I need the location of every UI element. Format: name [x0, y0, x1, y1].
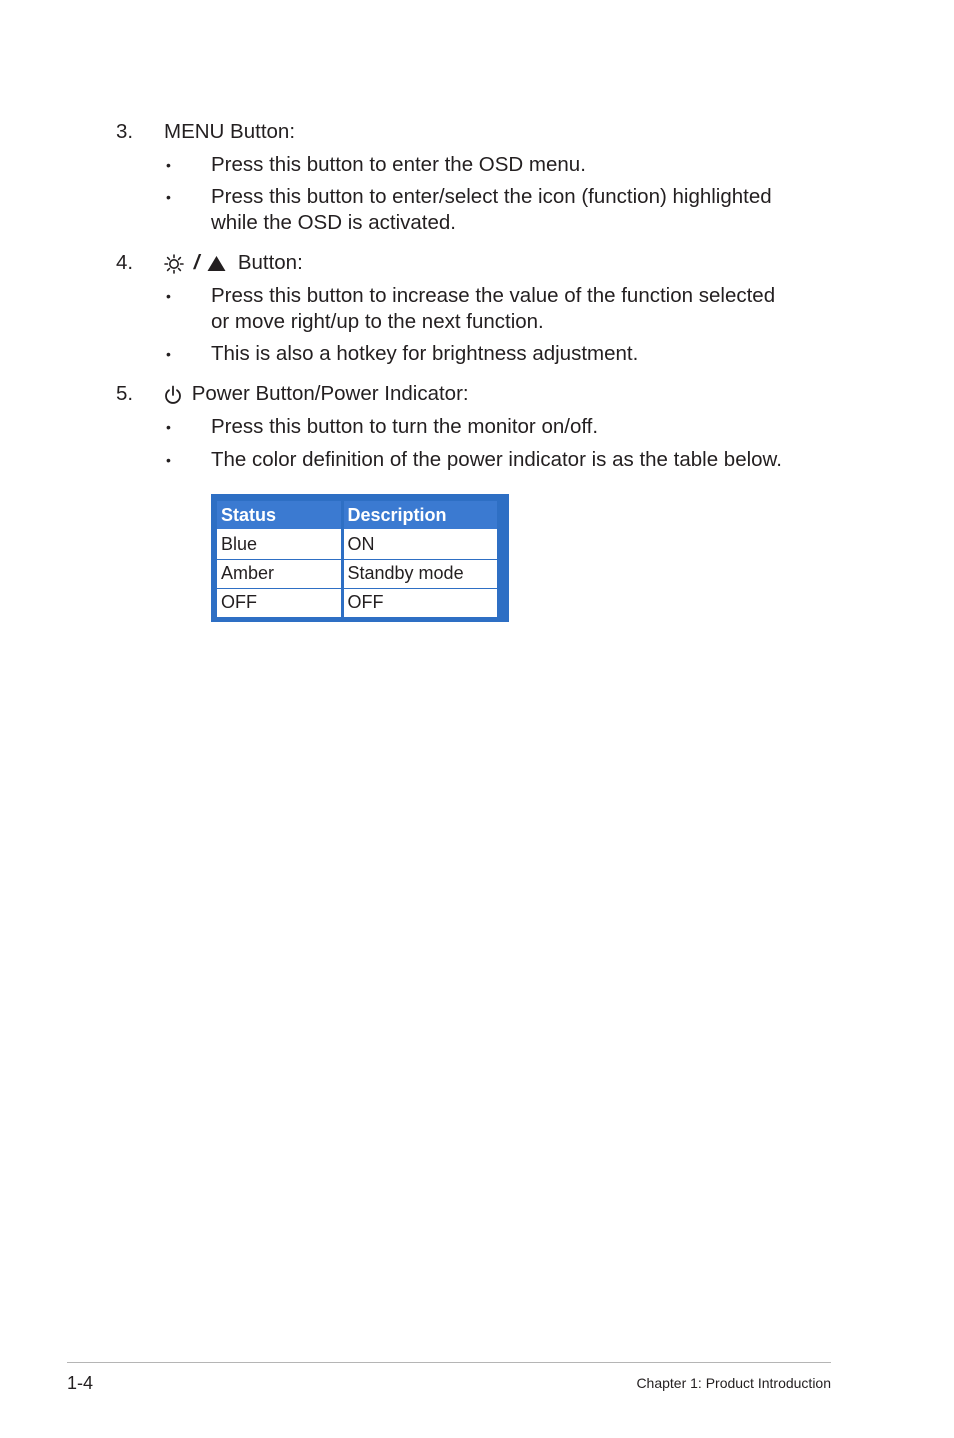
cell-description: ON	[342, 530, 497, 559]
bullet-mark: •	[166, 288, 171, 304]
cell-status: Amber	[217, 559, 342, 588]
up-triangle-icon	[207, 255, 226, 272]
item-3-bullet-1: Press this button to enter the OSD menu.	[211, 153, 586, 176]
table-row	[217, 588, 497, 617]
footer-divider	[67, 1362, 831, 1363]
item-3-title: MENU Button:	[164, 120, 296, 143]
item-4-bullet-1-line-1: Press this button to increase the value of the function selected	[211, 284, 776, 307]
item-4-title: Button:	[237, 251, 303, 274]
bullet-mark: •	[166, 346, 171, 362]
power-indicator-table	[211, 494, 509, 622]
item-4-bullet-1-line-2: or move right/up to the next function.	[211, 310, 544, 333]
chapter-label: Chapter 1: Product Introduction	[636, 1375, 831, 1391]
item-5-title: Power Button/Power Indicator:	[191, 382, 469, 405]
bullet-mark: •	[166, 419, 171, 435]
item-4-heading	[164, 250, 303, 276]
item-3-bullet-2-line-1: Press this button to enter/select the icon (function) highlighted	[211, 185, 772, 208]
item-4-number: 4.	[116, 251, 134, 274]
header-description: Description	[342, 501, 497, 530]
bullet-mark: •	[166, 157, 171, 173]
item-3-number: 3.	[116, 120, 134, 143]
cell-status: Blue	[217, 530, 342, 559]
item-5-bullet-2: The color definition of the power indicator is as the table below.	[211, 448, 782, 471]
page-number: 1-4	[67, 1373, 94, 1393]
power-icon	[164, 385, 182, 405]
item-5-number: 5.	[116, 382, 134, 405]
item-5-heading	[164, 381, 469, 407]
status-table	[217, 501, 497, 618]
item-4-bullet-2: This is also a hotkey for brightness adjustment.	[211, 342, 639, 365]
table-row	[217, 530, 497, 559]
cell-description: Standby mode	[342, 559, 497, 588]
table-row	[217, 559, 497, 588]
item-4-separator: /	[193, 251, 200, 274]
bullet-mark: •	[166, 452, 171, 468]
header-status: Status	[217, 501, 342, 530]
cell-status: OFF	[217, 588, 342, 617]
item-5-bullet-1: Press this button to turn the monitor on/off.	[211, 415, 599, 438]
table-header-row	[217, 501, 497, 530]
brightness-icon	[164, 254, 184, 274]
cell-description: OFF	[342, 588, 497, 617]
bullet-mark: •	[166, 189, 171, 205]
item-3-bullet-2-line-2: while the OSD is activated.	[211, 211, 456, 234]
